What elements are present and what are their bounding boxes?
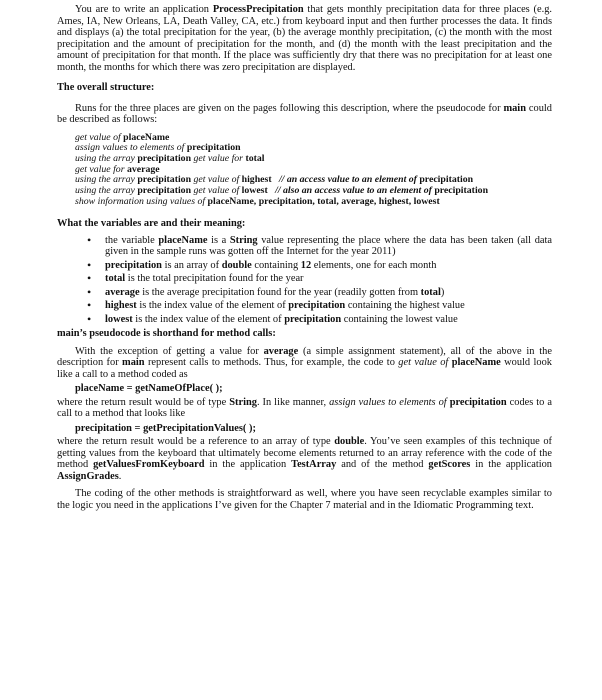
shorthand-heading: main’s pseudocode is shorthand for method calls: xyxy=(57,328,276,340)
list-item: • highest is the index value of the element of precipitation containing the highest value xyxy=(105,300,552,312)
pseudocode-line: using the array precipitation get value of lowest // also an access value to an element of precipitation xyxy=(75,185,489,197)
variables-list xyxy=(57,235,552,326)
code-line-get-precipitation: precipitation = getPrecipitationValues( ); xyxy=(75,422,256,434)
list-item: • total is the total precipitation found for the year xyxy=(105,273,552,285)
list-item: • precipitation is an array of double containing 12 elements, one for each month xyxy=(105,260,552,272)
pseudocode-line: assign values to elements of precipitation xyxy=(75,142,241,154)
pseudocode-line: get value of placeName xyxy=(75,131,170,143)
shorthand-paragraph: With the exception of getting a value for average (a simple assignment statement), all of the above in the description for main represent calls to methods. Thus, for example, the code to get value of placeName would look like a call to a method coded as xyxy=(57,345,552,380)
main-pseudocode-block xyxy=(75,133,552,208)
closing-paragraph: The coding of the other methods is straightforward as well, where you have seen recyclable examples similar to the logic you need in the applications I’ve given for the Chapter 7 material and in the Idiomatic Programming text. xyxy=(57,488,552,511)
pseudocode-line: using the array precipitation get value of highest // an access value to an element of precipitation xyxy=(75,174,474,186)
shorthand-paragraph: where the return result would be a reference to an array of type double. You’ve seen examples of this technique of getting values from the keyboard that ultimately become elements returned to an array reference with the code of the method getValuesFromKeyboard in the application TestArray and of the method getScores in the application AssignGrades. xyxy=(57,436,553,482)
code-line-get-name: placeName = getNameOfPlace( ); xyxy=(75,383,223,395)
list-item: • lowest is the index value of the element of precipitation containing the lowest value xyxy=(105,314,552,326)
pseudocode-line: show information using values of placeName, precipitation, total, average, highest, lowest xyxy=(75,195,440,207)
overall-structure-heading: The overall structure: xyxy=(57,82,155,93)
pseudocode-line: get value for average xyxy=(75,163,160,175)
intro-paragraph: You are to write an application ProcessPrecipitation that gets monthly precipitation data for three places (e.g. Ames, IA, New Orleans, LA, Death Valley, CA, etc.) from keyboard input and then further processes the data. It finds and displays (a) the total precipitation for the year, (b) the average monthly precipitation, (c) the month with the most precipitation and the amount of precipitation for the month, and (d) the month with the least precipitation and the amount of precipitation for that month. If the place was sufficiently dry that there was no precipitation for at least one month, the months for which there was zero precipitation are displayed. xyxy=(57,4,552,73)
pseudocode-line: using the array precipitation get value for total xyxy=(75,152,265,164)
list-item: • average is the average precipitation found for the year (readily gotten from total) xyxy=(105,287,552,299)
overall-structure-paragraph: Runs for the three places are given on the pages following this description, where the pseudocode for main could be described as follows: xyxy=(57,102,552,125)
shorthand-paragraph: where the return result would be of type String. In like manner, assign values to elements of precipitation codes to a call to a method that looks like xyxy=(57,396,552,420)
list-item: • the variable placeName is a String value representing the place where the data has been taken (all data given in the sample runs was gotten off the Internet for the year 2011) xyxy=(105,235,552,258)
variables-heading: What the variables are and their meaning: xyxy=(57,218,246,230)
